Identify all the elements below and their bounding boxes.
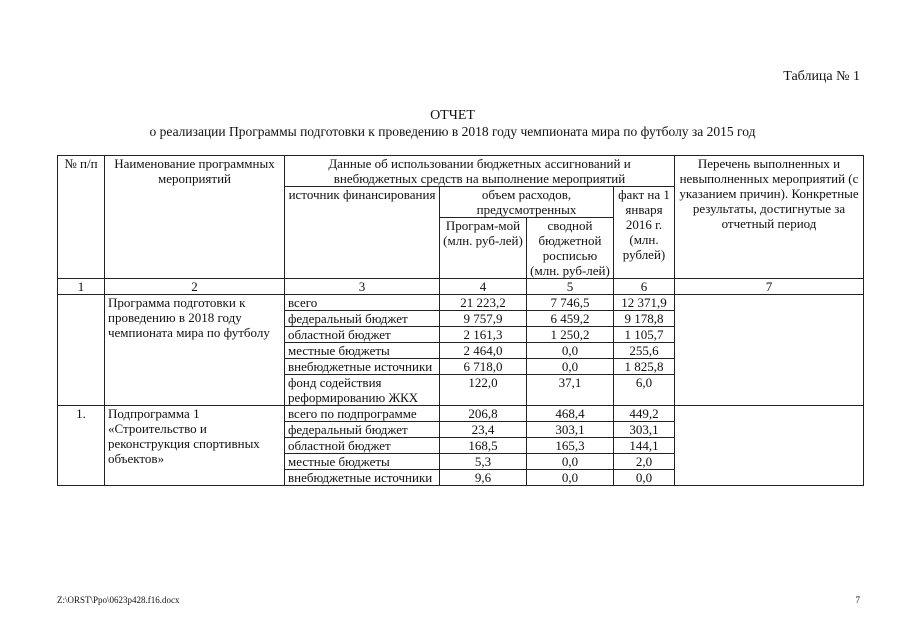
budget-value: 6 459,2 [527, 311, 614, 327]
footer-file-path: Z:\ORST\Ppo\0623p428.f16.docx [57, 595, 180, 605]
row-number: 1. [58, 406, 105, 486]
budget-value: 7 746,5 [527, 295, 614, 311]
column-number: 5 [527, 279, 614, 295]
header-name: Наименование программных мероприятий [105, 156, 285, 279]
table-number-label: Таблица № 1 [783, 69, 860, 84]
fact-value: 12 371,9 [614, 295, 675, 311]
fact-value: 2,0 [614, 454, 675, 470]
column-number: 2 [105, 279, 285, 295]
table-row [58, 295, 864, 311]
column-numbers-row [58, 279, 864, 295]
fact-value: 1 105,7 [614, 327, 675, 343]
column-number: 1 [58, 279, 105, 295]
budget-value: 468,4 [527, 406, 614, 422]
header-program: Програм-мой (млн. руб-лей) [440, 218, 527, 279]
program-value: 6 718,0 [440, 359, 527, 375]
source-cell: федеральный бюджет [285, 422, 440, 438]
program-name: Программа подготовки к проведению в 2018 году чемпионата мира по футболу [105, 295, 285, 406]
footer-page-number: 7 [855, 595, 860, 605]
budget-value: 37,1 [527, 375, 614, 406]
program-value: 23,4 [440, 422, 527, 438]
header-volume: объем расходов, предусмотренных [440, 187, 614, 218]
header-budget: сводной бюджетной росписью (млн. руб-лей) [527, 218, 614, 279]
budget-value: 0,0 [527, 470, 614, 486]
fact-value: 449,2 [614, 406, 675, 422]
report-title: ОТЧЕТ [430, 108, 475, 123]
column-number: 7 [675, 279, 864, 295]
header-num: № п/п [58, 156, 105, 279]
source-cell: внебюджетные источники [285, 470, 440, 486]
column-number: 3 [285, 279, 440, 295]
program-value: 122,0 [440, 375, 527, 406]
source-cell: местные бюджеты [285, 343, 440, 359]
program-value: 9,6 [440, 470, 527, 486]
fact-value: 1 825,8 [614, 359, 675, 375]
header-data-group: Данные об использовании бюджетных ассигнований и внебюджетных средств на выполнение мероприятий [285, 156, 675, 187]
program-value: 9 757,9 [440, 311, 527, 327]
report-subtitle: о реализации Программы подготовки к проведению в 2018 году чемпионата мира по футболу за 2015 год [149, 124, 756, 139]
budget-value: 303,1 [527, 422, 614, 438]
row-number [58, 295, 105, 406]
source-cell: всего [285, 295, 440, 311]
source-cell: внебюджетные источники [285, 359, 440, 375]
fact-value: 9 178,8 [614, 311, 675, 327]
program-value: 168,5 [440, 438, 527, 454]
fact-value: 303,1 [614, 422, 675, 438]
column-number: 6 [614, 279, 675, 295]
program-value: 2 161,3 [440, 327, 527, 343]
source-cell: федеральный бюджет [285, 311, 440, 327]
program-value: 5,3 [440, 454, 527, 470]
source-cell: областной бюджет [285, 327, 440, 343]
budget-value: 165,3 [527, 438, 614, 454]
fact-value: 0,0 [614, 470, 675, 486]
column-number: 4 [440, 279, 527, 295]
source-cell: областной бюджет [285, 438, 440, 454]
fact-value: 144,1 [614, 438, 675, 454]
budget-value: 0,0 [527, 454, 614, 470]
budget-value: 0,0 [527, 359, 614, 375]
budget-value: 1 250,2 [527, 327, 614, 343]
header-source: источник финансирования [285, 187, 440, 279]
source-cell: местные бюджеты [285, 454, 440, 470]
fact-value: 6,0 [614, 375, 675, 406]
program-value: 2 464,0 [440, 343, 527, 359]
fact-value: 255,6 [614, 343, 675, 359]
table-row [58, 406, 864, 422]
source-cell: всего по подпрограмме [285, 406, 440, 422]
budget-value: 0,0 [527, 343, 614, 359]
source-cell: фонд содействия реформированию ЖКХ [285, 375, 440, 406]
report-table [57, 155, 864, 486]
results-cell [675, 406, 864, 486]
header-fact: факт на 1 января 2016 г. (млн. рублей) [614, 187, 675, 279]
header-list: Перечень выполненных и невыполненных мероприятий (с указанием причин). Конкретные результаты, достигнутые за отчетный период [675, 156, 864, 279]
header-row-1 [58, 156, 864, 187]
results-cell [675, 295, 864, 406]
program-value: 206,8 [440, 406, 527, 422]
program-value: 21 223,2 [440, 295, 527, 311]
subprogram-name: Подпрограмма 1 «Строительство и реконструкция спортивных объектов» [105, 406, 285, 486]
